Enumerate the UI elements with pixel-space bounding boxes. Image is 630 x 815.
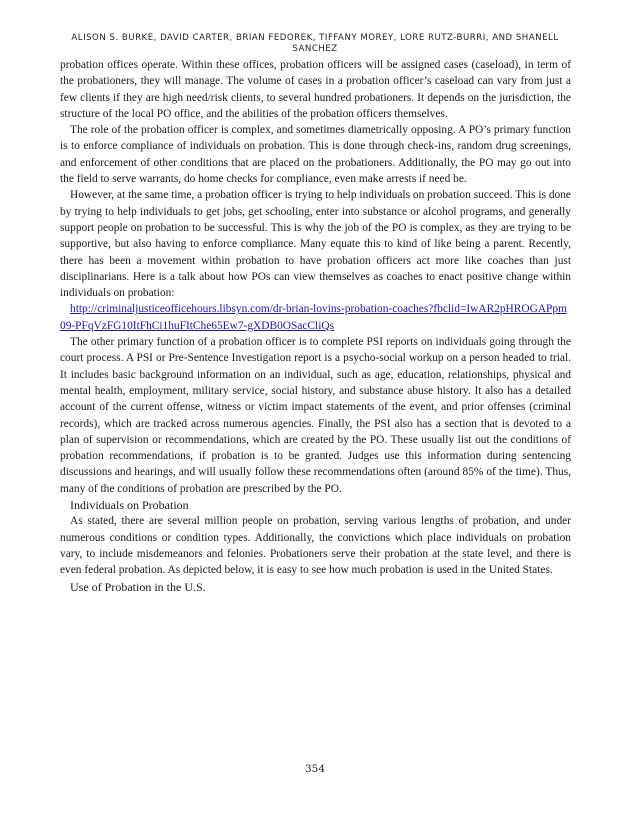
podcast-link[interactable]: http://criminaljusticeofficehours.libsyn.com/dr-brian-lovins-probation-coaches?fbclid=IwAR2pHROGAPpm09-PFqVzFG10ItFhCi1huFItChe65Ew7-gXDB0OSacCliQs <box>60 303 567 332</box>
link-paragraph <box>60 301 571 334</box>
paragraph-psi: The other primary function of a probation officer is to complete PSI reports on individuals going through the court process. A PSI or Pre-Sentence Investigation report is a psycho-social workup on a person headed to trial. It includes basic background information on an individual, such as age, education, relationships, physical and mental health, employment, military service, social history, and substance abuse history. It also has a detailed account of the current offense, witness or victim impact statements of the event, and prior offenses (criminal records), which are tracked across numerous agencies. Finally, the PSI also has a section that is devoted to a plan of supervision or recommendations, which are created by the PO. These usually list out the conditions of probation recommendations, if probation is to be granted. Judges use this information during sentencing discussions and hearings, and will usually follow these recommendations often (around 85% of the time). Thus, many of the conditions of probation are prescribed by the PO. <box>60 336 571 495</box>
running-head-authors: ALISON S. BURKE, DAVID CARTER, BRIAN FEDOREK, TIFFANY MOREY, LORE RUTZ-BURRI, AND SHANELL SANCHEZ <box>71 33 559 54</box>
subheading-use-of-probation: Use of Probation in the U.S. <box>70 579 206 594</box>
paragraph-coaching: However, at the same time, a probation officer is trying to help individuals on probation succeed. This is done by trying to help individuals to get jobs, get schooling, enter into substance or alcohol programs, and generally support people on probation to be successful. This is why the job of the PO is complex, as they are trying to be supportive, but also having to enforce compliance. Many equate this to kind of like being a parent. Recently, there has been a movement within probation to have probation officers act more like coaches than just disciplinarians. Here is a talk about how POs can view themselves as coaches to enact positive change within individuals on probation: <box>60 189 571 300</box>
page-number: 354 <box>304 763 326 775</box>
paragraph-po-role: The role of the probation officer is complex, and sometimes diametrically opposing. A PO’s primary function is to enforce compliance of individuals on probation. This is done through check-ins, random drug screenings, and enforcement of other conditions that are placed on the probationers. Additionally, the PO may go out into the field to serve warrants, do home checks for compliance, even make arrests if need be. <box>60 124 571 186</box>
paragraph-probation-population: As stated, there are several million people on probation, serving various lengths of probation, and under numerous conditions or condition types. Additionally, the convictions which place individuals on probation vary, to include misdemeanors and felonies. Probationers serve their probation at the state level, and there is even federal probation. As depicted below, it is easy to see how much probation is used in the United States. <box>60 515 571 577</box>
body-text <box>60 57 571 595</box>
paragraph-caseload: probation offices operate. Within these offices, probation officers will be assigned cases (caseload), in term of the probationers, they will manage. The volume of cases in a probation officer’s caseload can vary from just a few clients if they are high need/risk clients, to several hundred probationers. It depends on the jurisdiction, the structure of the local PO office, and the abilities of the probation officers themselves. <box>60 59 571 120</box>
subheading-individuals-on-probation: Individuals on Probation <box>70 498 189 513</box>
